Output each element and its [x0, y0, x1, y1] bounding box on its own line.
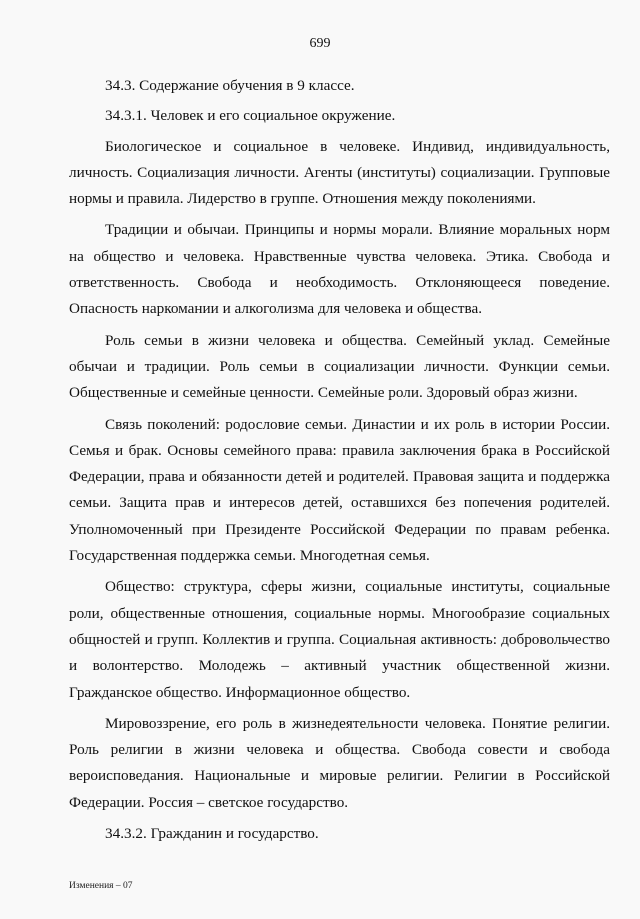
paragraph-worldview-religion: Мировоззрение, его роль в жизнедеятельности человека. Понятие религии. Роль религии в жизни человека и общества. Свобода совести и свобода вероисповедания. Национальные и мировые религии. Религии в Российской Федерации. Россия – светское государство. — [69, 714, 610, 811]
paragraph-generations-family-law: Связь поколений: родословие семьи. Династии и их роль в истории России. Семья и брак. Основы семейного права: правила заключения брака в Российской Федерации, права и обязанности детей и родителей. Правовая защита и поддержка семьи. Защита прав и интересов детей, оставшихся без попечения родителей. Уполномоченный при Президенте Российской Федерации по правам ребенка. Государственная поддержка семьи. Многодетная семья. — [69, 415, 610, 565]
paragraph-family-role: Роль семьи в жизни человека и общества. Семейный уклад. Семейные обычаи и традиции. Роль семьи в социализации личности. Функции семьи. Общественные и семейные ценности. Семейные роли. Здоровый образ жизни. — [69, 331, 610, 402]
page-number: 699 — [309, 36, 331, 51]
page-content — [69, 73, 610, 851]
paragraph-biological-social: Биологическое и социальное в человеке. Индивид, индивидуальность, личность. Социализация личности. Агенты (институты) социализации. Групповые нормы и правила. Лидерство в группе. Отношения между поколениями. — [69, 137, 610, 208]
page-footer: Изменения – 07 — [69, 881, 133, 891]
section-heading: 34.3. Содержание обучения в 9 классе. — [105, 77, 355, 94]
subsection-heading-2: 34.3.2. Гражданин и государство. — [105, 825, 319, 843]
paragraph-society-structure: Общество: структура, сферы жизни, социальные институты, социальные роли, общественные отношения, социальные нормы. Многообразие социальных общностей и групп. Коллектив и группа. Социальная активность: добровольчество и волонтерство. Молодежь – активный участник общественной жизни. Гражданское общество. Информационное общество. — [69, 578, 610, 701]
subsection-heading-1: 34.3.1. Человек и его социальное окружение. — [105, 107, 396, 125]
paragraph-traditions-morals: Традиции и обычаи. Принципы и нормы морали. Влияние моральных норм на общество и человека. Нравственные чувства человека. Этика. Свобода и ответственность. Свобода и необходимость. Отклоняющееся поведение. Опасность наркомании и алкоголизма для человека и общества. — [69, 221, 610, 318]
